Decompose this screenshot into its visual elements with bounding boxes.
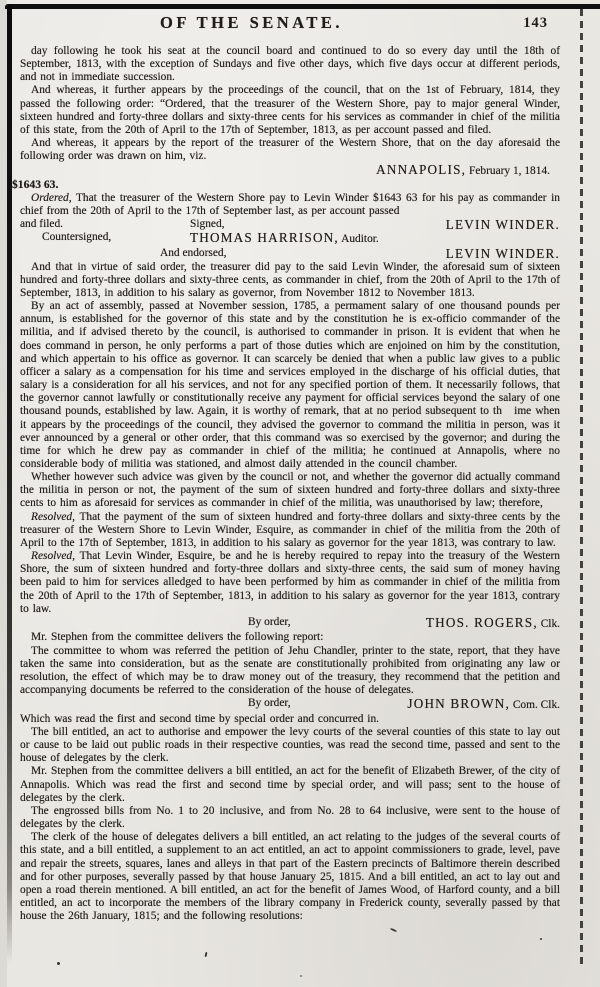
paragraph-clerk-delivers-bills: The clerk of the house of delegates delivers a bill entitled, an act relating to the judges of the several courts of this state, and a bill entitled, a supplement to an act entitled, an act to appoint commissioners to grade, level, pave and repair the streets, squares, lanes and alleys in that part of the Eastern precincts of Baltimore therein described and for other purposes, severally passed by that house January 25, 1815. And a bill entitled, an act to lay out and open a road therein mentioned. A bill entitled, an act for the benefit of James Wood, of Harford county, and a bill entitled, an act to incorporate the members of the library company in Frederick county, severally passed by that house the 26th January, 1815; and the following resolutions: (20, 831, 560, 923)
paragraph-committee-chandler: The committee to whom was referred the petition of Jehu Chandler, printer to the state, report, that they have taken the same into consideration, but as the senate are constitutionally prohibited from originating any law or resolution, the effect of which may be to draw money out of the treasury, they recommend that the petition and accompanying documents be referred to the consideration of the house of delegates. (20, 644, 560, 697)
paragraph-whether-advice: Whether however such advice was given by the council or not, and whether the governor did actually command the militia in person or not, the payment of the sum of sixteen hundred and forty-three dollars and sixty-three cents to him as aforesaid for services as commander in chief of the militia, was unauthorised by law; therefore, (20, 471, 560, 510)
resolved-lead-2: Resolved, (31, 550, 75, 563)
paragraph-council-board: day following he took his seat at the council board and continued to do so every day until the 18th of September, 1813, with the exception of Sundays and five other days, which five days occur at different periods, and not in immediate succession. (20, 45, 560, 84)
scan-speck (300, 975, 302, 977)
endorsed-name: LEVIN WINDER. (445, 246, 560, 262)
brown-name-line (407, 697, 560, 713)
page-number: 143 (523, 15, 548, 31)
brown-name: JOHN BROWN, (407, 696, 510, 712)
page-content (12, 11, 560, 923)
paragraph-ordered-treasurer-pay (20, 192, 560, 218)
countersigned-label: Countersigned, (42, 231, 112, 244)
signature-row-countersigned (20, 231, 560, 247)
scan-left-border (7, 4, 12, 964)
running-head (20, 11, 560, 41)
page-title: OF THE SENATE. (160, 13, 344, 32)
scan-speck (540, 938, 542, 940)
paragraph-levy-courts-bill: The bill entitled, an act to authorise and empower the levy courts of the several counties of this state to lay out or cause to be laid out public roads in their respective counties, was read the second time, passed and sent to the house of delegates by the clerk. (20, 726, 560, 765)
paragraph-concurred: Which was read the first and second time by special order and concurred in. (20, 712, 380, 725)
dateline-place: ANNAPOLIS, (376, 162, 467, 178)
dateline-annapolis (20, 163, 560, 178)
by-order-label-rogers: By order, (248, 615, 291, 628)
scan-left-paper-edge (0, 0, 7, 987)
paragraph-engrossed-bills: The engrossed bills from No. 1 to 20 inclusive, and from No. 28 to 64 inclusive, were sent to the house of delegates by the clerk. (20, 804, 560, 831)
resolved-text-1: That the payment of the sum of sixteen hundred and forty-three dollars and sixty-three cents by the treasurer of the Western Shore to Levin Winder, Esquire, as commander in chief of the militia from the 20th of April to the 17th of September, 1813, in addition to his salary as governor for the year 1813, was contrary to law. (20, 510, 560, 549)
signed-left-text: and filed. (20, 217, 64, 230)
rogers-name: THOS. ROGERS, (425, 614, 538, 630)
scan-right-border (580, 9, 583, 964)
signed-label: Signed, (190, 217, 225, 230)
paragraph-virtue-of-order: And that in virtue of said order, the treasurer did pay to the said Levin Winder, the aforesaid sum of sixteen hundred and forty-three dollars and sixty-three cents, as commander in chief, from the 20th of April to the 17th of September, 1813, in addition to his salary as governor, from November 1812 to November 1813. (20, 260, 560, 299)
dateline-date: February 1, 1814. (466, 165, 550, 178)
paragraph-resolved-repay (20, 550, 560, 616)
by-order-label-brown: By order, (248, 697, 291, 710)
paragraph-stephen-report: Mr. Stephen from the committee delivers the following report: (31, 631, 324, 644)
ordered-lead: Ordered, (31, 191, 72, 204)
signature-row-rogers (20, 616, 560, 632)
signed-name: LEVIN WINDER. (445, 216, 560, 232)
brown-title: Com. Clk. (509, 699, 560, 712)
scan-speck (390, 928, 397, 933)
scan-speck (205, 952, 208, 957)
rogers-title: Clk. (537, 617, 560, 630)
countersigned-title: Auditor. (338, 233, 379, 246)
resolved-lead-1: Resolved, (31, 510, 75, 523)
signature-row-brown (20, 697, 560, 713)
paragraph-act-of-assembly: By an act of assembly, passed at November session, 1785, a permament salary of one thousand pounds per annum, is established for the governor of this state and by the constitution he is ex-officio commander of the militia, and if advised thereto by the council, is authorised to commander in prison. It is evident that when he does command in person, he only performs a part of those duties which are enjoined on him by the constitution, and which appertain to his office as governor. It can scarcely be denied that when a public law gives to a public officer a salary as a compensation for his time and services employed in the discharge of his official duties, that salary is a consideration for all his services, and not for any specified portion of them. It necessarily follows, that the governor cannot lawfully or constitutionally receive any payment for official services beyond the salary of one thousand pounds, established by law. Again, it is worthy of remark, that at no period subsequent to th ime when it appears by the proceedings of the council, they advised the governor to command the militia in person, was it ever announced by a general or other order, that this command was so exercised by the governor; and during the time for which he drew pay as commander in chief of the militia; he continued at Annapolis, where no considerable body of militia was stationed, and almost daily attended in the council chamber. (20, 300, 560, 470)
rogers-name-line (426, 616, 560, 632)
endorsed-label: And endorsed, (160, 247, 227, 260)
countersigned-name: THOMAS HARRISON, (190, 230, 339, 246)
amount-line: $1643 63. (12, 178, 59, 192)
ordered-text: That the treasurer of the Western Shore pay to Levin Winder $1643 63 for his pay as commander in chief from the 20th of April to the 17th of September last, as per account passed (20, 191, 560, 217)
paragraph-brewer-bill: Mr. Stephen from the committee delivers a bill entitled, an act for the benefit of Elizabeth Brewer, of the city of Annapolis. Which was read the first and second time by special order, and will pass; sent to the house of delegates by the clerk. (20, 765, 560, 804)
paragraph-resolved-payment-contrary (20, 511, 560, 550)
paragraph-whereas-treasurer-report: And whereas, it appears by the report of the treasurer of the Western Shore, that on the day aforesaid the following order was drawn on him, viz. (20, 137, 560, 163)
countersigned-name-line (190, 231, 560, 247)
signature-row-signed (20, 218, 560, 232)
scan-top-border (5, 4, 600, 9)
signature-row-endorsed (20, 247, 560, 261)
resolved-text-2: That Levin Winder, Esquire, be and he is hereby required to repay into the treasury of the Western Shore, the sum of sixteen hundred and forty-three dollars and sixty-three cents, the said sum of money having been paid to him for services alledged to have been performed by him as commander in chief of the militia from the 20th of April to the 17th of September, 1813, in addition to his salary as governor for the year 1813, contrary to law. (20, 550, 560, 615)
body-text (12, 45, 560, 923)
paragraph-whereas-council-order: And whereas, it further appears by the proceedings of the council, that on the 1st of February, 1814, they passed the following order: “Ordered, that the treasurer of the Western Shore, pay to major general Winder, sixteen hundred and forty-three dollars and sixty-three cents for his services as commander in chief of the militia of this state, from the 20th of April to the 17th of September, 1813, as per account passed and filed. (20, 84, 560, 136)
scan-speck (57, 962, 60, 965)
